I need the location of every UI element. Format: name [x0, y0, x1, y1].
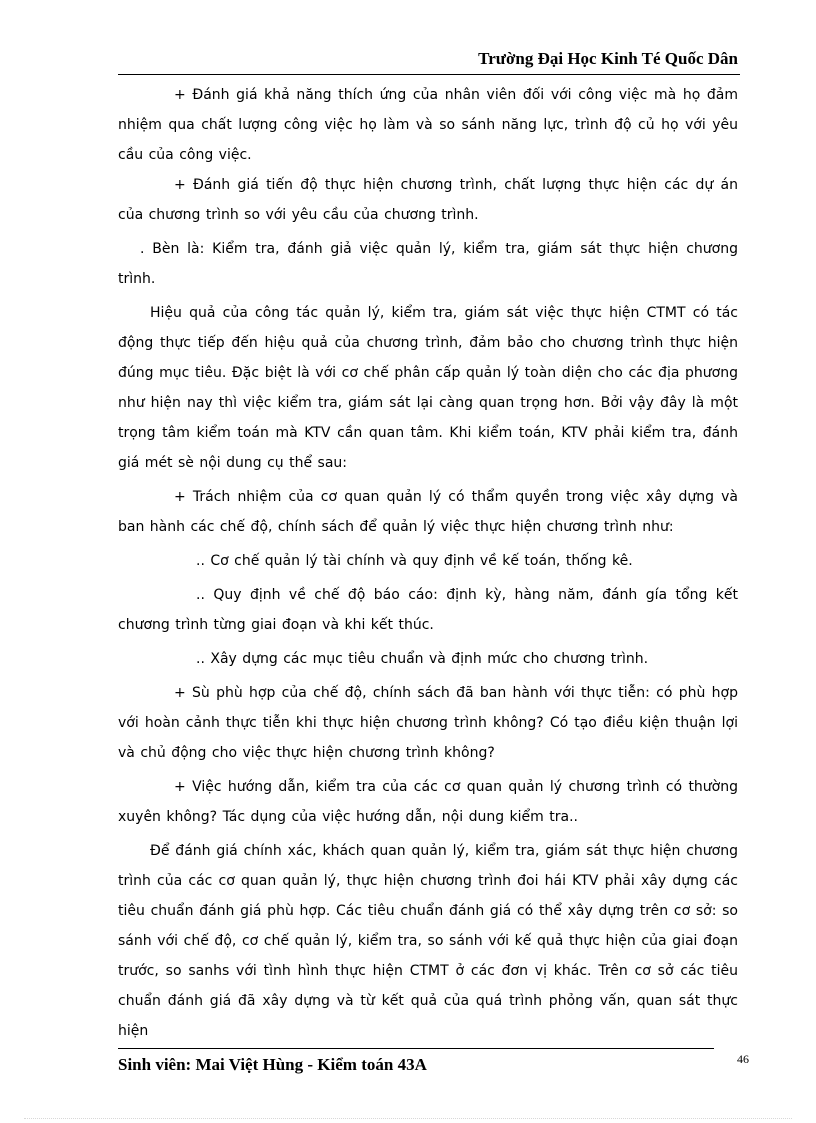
footer-divider	[118, 1048, 714, 1049]
footer-student-info: Sinh viên: Mai Việt Hùng - Kiểm toán 43A	[118, 1055, 427, 1074]
page-header	[118, 44, 740, 75]
page-bottom-edge	[24, 1118, 792, 1119]
paragraph-sub-financial: .. Cơ chế quản lý tài chính và quy định về kế toán, thống kê.	[196, 553, 633, 569]
paragraph-evaluation-criteria: Để đánh giá chính xác, khách quan quản lý, kiểm tra, giám sát thực hiện chương trình của các cơ quan quản lý, thực hiện chương trình đoi hái KTV phải xây dựng các tiêu chuẩn đánh giá phù hợp. Các tiêu chuẩn đánh giá có thể xây dựng trên cơ sở: so sánh với chế độ, cơ chế quản lý, kiểm tra, so sánh với kế quả thực hiện của giai đoạn trước, so sanhs với tình hình thực hiện CTMT ở các đơn vị khác. Trên cơ sở các tiêu chuẩn đánh giá đã xây dựng và từ kết quả của quá trình phỏng vấn, quan sát thực hiện	[118, 843, 738, 1039]
paragraph-bullet-responsibility: + Trách nhiệm của cơ quan quản lý có thẩm quyền trong việc xây dựng và ban hành các chế độ, chính sách để quản lý việc thực hiện chương trình như:	[118, 489, 738, 535]
paragraph-bullet-adaptability: + Đánh giá khả năng thích ứng của nhân viên đối với công việc mà họ đảm nhiệm qua chất lượng công việc họ làm và so sánh năng lực, trình độ củ họ với yêu cầu của công việc.	[118, 87, 738, 163]
paragraph-bullet-guidance: + Việc hướng dẫn, kiểm tra của các cơ quan quản lý chương trình có thường xuyên không? Tác dụng của việc hướng dẫn, nội dung kiểm tra..	[118, 779, 738, 825]
paragraph-bullet-suitability: + Sù phù hợp của chế độ, chính sách đã ban hành với thực tiễn: có phù hợp với hoàn cảnh thực tiễn khi thực hiện chương trình không? Có tạo điều kiện thuận lợi và chủ động cho việc thực hiện chương trình không?	[118, 685, 738, 761]
body-text	[118, 80, 738, 1046]
paragraph-management-effectiveness: Hiệu quả của công tác quản lý, kiểm tra, giám sát việc thực hiện CTMT có tác động thực tiếp đến hiệu quả của chương trình, đảm bảo cho chương trình thực hiện đúng mục tiêu. Đặc biệt là với cơ chế phân cấp quản lý toàn diện cho các địa phương như hiện nay thì việc kiểm tra, giám sát lại càng quan trọng hơn. Bởi vậy đây là một trọng tâm kiểm toán mà KTV cần quan tâm. Khi kiểm toán, KTV phải kiểm tra, đánh giá mét sè nội dung cụ thể sau:	[118, 305, 738, 471]
paragraph-sub-reporting: .. Quy định về chế độ báo cáo: định kỳ, hàng năm, đánh gía tổng kết chương trình từng giai đoạn và khi kết thúc.	[118, 587, 738, 633]
paragraph-bullet-progress: + Đánh giá tiến độ thực hiện chương trình, chất lượng thực hiện các dự án của chương trình so với yêu cầu của chương trình.	[118, 177, 738, 223]
page-number: 46	[737, 1052, 749, 1066]
paragraph-sub-standards: .. Xây dựng các mục tiêu chuẩn và định mức cho chương trình.	[196, 651, 649, 667]
header-school-name: Trường Đại Học Kinh Té Quốc Dân	[478, 49, 738, 68]
paragraph-section-four: . Bèn là: Kiểm tra, đánh giả việc quản lý, kiểm tra, giám sát thực hiện chương trình.	[118, 241, 738, 287]
